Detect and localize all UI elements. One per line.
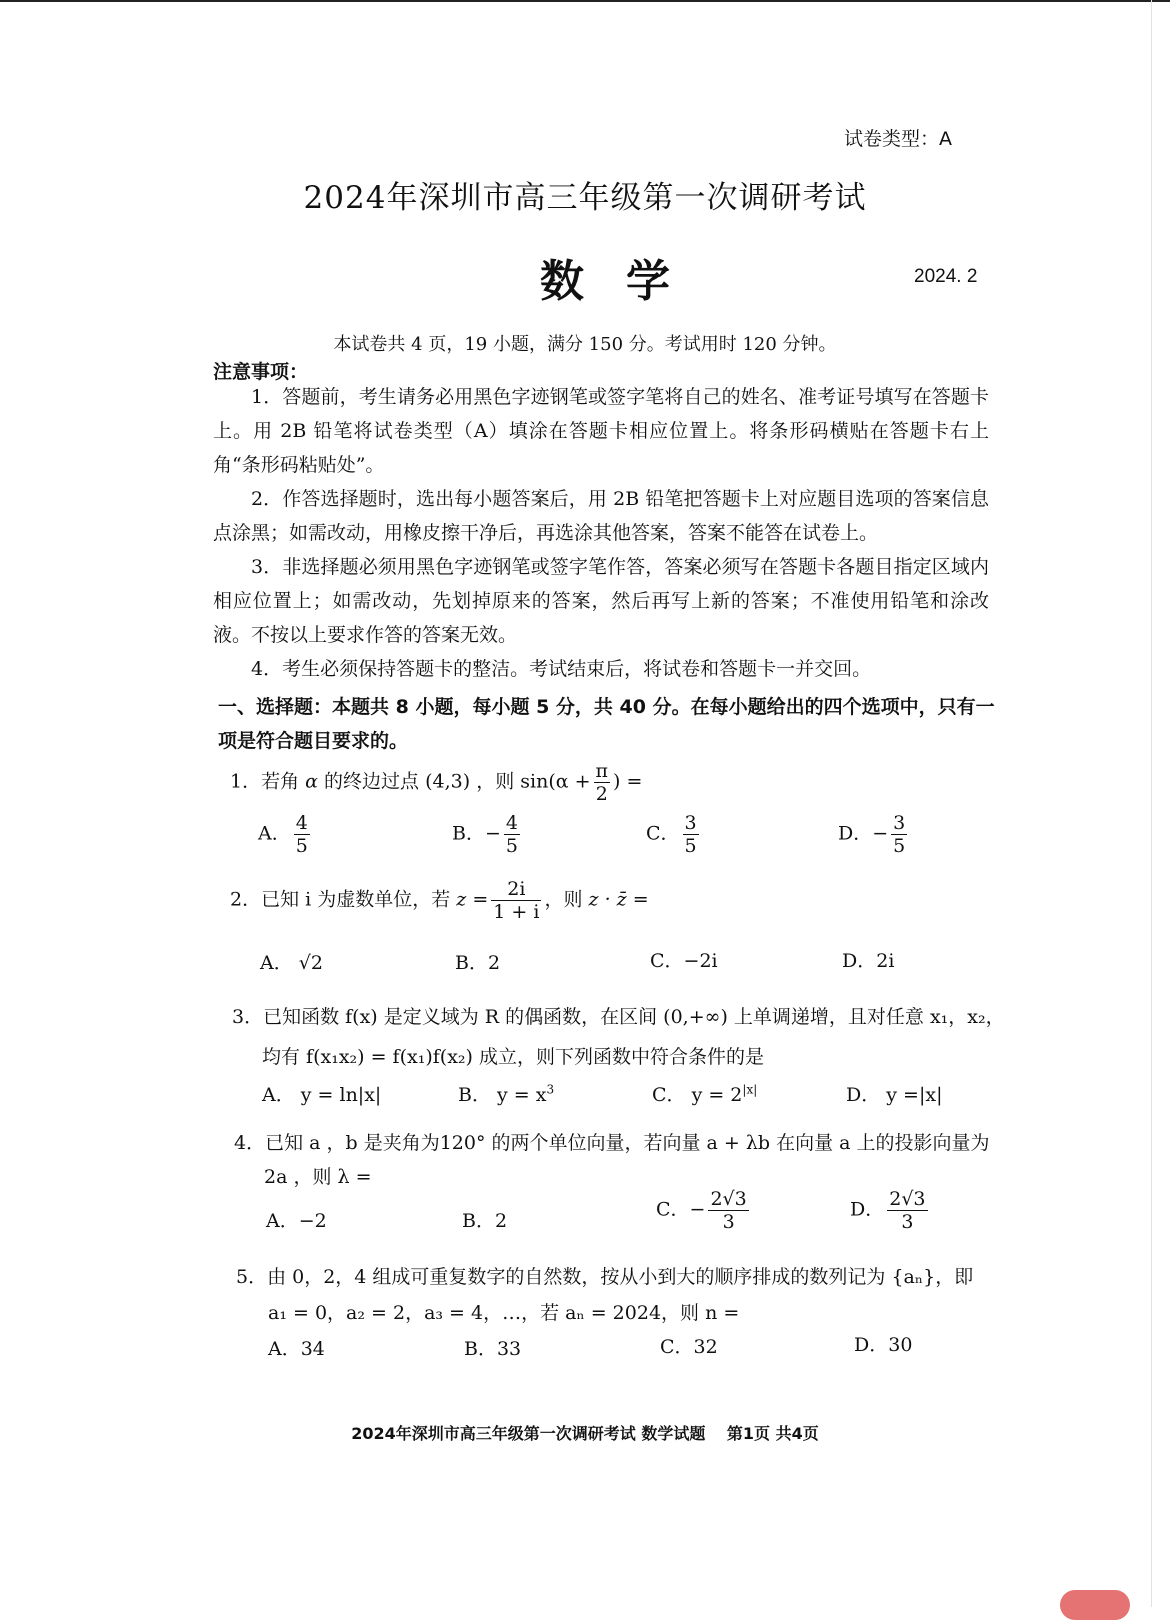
question-5-line1: 5．由 0，2，4 组成可重复数字的自然数，按从小到大的顺序排成的数列记为 {aₙ}，即: [236, 1266, 974, 1288]
option-fraction: [708, 1188, 748, 1233]
frac-den: 3: [722, 1211, 735, 1233]
q2-option-a: [260, 948, 323, 975]
frac-num: 2√3: [889, 1188, 926, 1210]
frac-den: 5: [893, 835, 906, 857]
q1-option-c: [646, 812, 702, 857]
q2-text: 2．已知 i 为虚数单位，若: [230, 888, 451, 911]
minus-sign: −: [689, 1198, 706, 1221]
frac-num: 4: [295, 812, 308, 834]
option-text: C． y = 2: [652, 1084, 743, 1106]
q2-option-d: D．2i: [842, 950, 895, 972]
exam-date: 2024. 2: [914, 266, 978, 287]
q2-fraction: [491, 878, 541, 923]
q2-expr: z · z̄ =: [588, 888, 649, 911]
option-label: A．: [260, 952, 293, 974]
option-text: B． y = x: [458, 1084, 547, 1106]
option-label: A．: [258, 822, 291, 845]
exam-title: 2024年深圳市高三年级第一次调研考试: [303, 180, 867, 216]
q4-option-b: B．2: [462, 1210, 508, 1232]
option-fraction: [294, 812, 310, 857]
frac-num: 2√3: [710, 1188, 747, 1210]
section-heading: 一、选择题：本题共 8 小题，每小题 5 分，共 40 分。在每小题给出的四个选项中，只有一项是符合题目要求的。: [218, 696, 995, 752]
option-fraction: [891, 812, 907, 857]
q1-expr-end: ) =: [613, 770, 643, 793]
exam-info: 本试卷共 4 页，19 小题，满分 150 分。考试用时 120 分钟。: [333, 334, 837, 355]
q2-text: ，则: [544, 888, 583, 911]
q1-option-d: [838, 812, 910, 857]
notice-item: 1．答题前，考生请务必用黑色字迹钢笔或签字笔将自己的姓名、准考证号填写在答题卡上。用 2B 铅笔将试卷类型（A）填涂在答题卡相应位置上。将条形码横贴在答题卡右上角“条形码粘贴处”。: [213, 386, 989, 476]
notice-title: 注意事项：: [213, 361, 309, 383]
option-fraction: [683, 812, 699, 857]
pi-over-two: [594, 760, 611, 805]
q1-alpha: α: [305, 770, 318, 793]
question-2-stem: [230, 878, 649, 923]
q1-point: (4,3): [425, 770, 471, 793]
option-fraction: [887, 1188, 927, 1233]
question-4-line1: 4．已知 a ，b 是夹角为120° 的两个单位向量，若向量 a + λb 在向量 a 上的投影向量为: [234, 1132, 990, 1154]
q1-option-b: [452, 812, 523, 857]
corner-marker: [1060, 1590, 1130, 1620]
frac-den: 1 + i: [493, 901, 540, 923]
question-4-line2: 2a ，则 λ =: [264, 1166, 372, 1188]
notice-item: 4．考生必须保持答题卡的整洁。考试结束后，将试卷和答题卡一并交回。: [251, 658, 872, 680]
option-fraction: [504, 812, 520, 857]
paper-type: 试卷类型：A: [844, 128, 952, 150]
frac-num: 3: [893, 812, 906, 834]
frac-num: 4: [505, 812, 518, 834]
q3-option-a: A． y = ln|x|: [262, 1084, 382, 1106]
page-footer: 2024年深圳市高三年级第一次调研考试 数学试题 第1页 共4页: [351, 1424, 819, 1443]
top-border: [0, 0, 1170, 2]
q2-option-c: C．−2i: [650, 950, 718, 972]
option-label: B．: [452, 822, 485, 845]
question-3-line2: 均有 f(x₁x₂) = f(x₁)f(x₂) 成立，则下列函数中符合条件的是: [262, 1046, 764, 1068]
option-label: C．: [656, 1198, 690, 1221]
subject-title: 数学: [540, 256, 712, 307]
exponent: 3: [546, 1082, 555, 1097]
q5-option-a: A．34: [268, 1338, 325, 1360]
q1-text: 的终边过点: [324, 770, 420, 793]
notice-item: 3．非选择题必须用黑色字迹钢笔或签字笔作答，答案必须写在答题卡各题目指定区域内相应位置上；如需改动，先划掉原来的答案，然后再写上新的答案；不准使用铅笔和涂改液。不按以上要求作答的答案无效。: [213, 556, 989, 646]
q4-option-a: A．−2: [266, 1210, 327, 1232]
q1-text: ，则: [476, 770, 515, 793]
q3-option-b: [458, 1080, 554, 1107]
question-3-line1: 3．已知函数 f(x) 是定义域为 R 的偶函数，在区间 (0,+∞) 上单调递增，且对任意 x₁，x₂，: [232, 1006, 1005, 1028]
q3-option-c: [652, 1080, 757, 1107]
notice-item: 2．作答选择题时，选出每小题答案后，用 2B 铅笔把答题卡上对应题目选项的答案信息点涂黑；如需改动，用橡皮擦干净后，再选涂其他答案，答案不能答在试卷上。: [213, 488, 989, 544]
question-1-stem: [230, 760, 642, 805]
q1-expr: sin(α +: [520, 770, 591, 793]
minus-sign: −: [484, 822, 501, 845]
question-5-line2: a₁ = 0，a₂ = 2，a₃ = 4，…，若 aₙ = 2024，则 n =: [268, 1302, 740, 1324]
minus-sign: −: [872, 822, 889, 845]
notice-list: [213, 380, 989, 686]
option-value: √2: [298, 952, 323, 974]
q2-option-b: B．2: [455, 952, 501, 974]
q4-option-c: [656, 1188, 752, 1233]
q2-z: z =: [456, 888, 489, 911]
frac-den: 2: [595, 783, 608, 805]
frac-num: 2i: [491, 878, 541, 901]
frac-num: 3: [684, 812, 697, 834]
frac-num: π: [595, 760, 609, 782]
q3-option-d: D． y =|x|: [846, 1084, 943, 1106]
q5-option-c: C．32: [660, 1336, 718, 1358]
frac-den: 3: [901, 1211, 914, 1233]
exponent: |x|: [742, 1082, 758, 1097]
q1-option-a: [258, 812, 313, 857]
option-label: D．: [850, 1198, 885, 1221]
frac-den: 5: [684, 835, 697, 857]
frac-den: 5: [505, 835, 518, 857]
q5-option-d: D．30: [854, 1334, 913, 1356]
right-edge: [1151, 0, 1152, 1607]
q4-option-d: [850, 1188, 931, 1233]
q5-option-b: B．33: [464, 1338, 522, 1360]
option-label: C．: [646, 822, 680, 845]
option-label: D．: [838, 822, 873, 845]
q1-text: 1．若角: [230, 770, 300, 793]
frac-den: 5: [295, 835, 308, 857]
